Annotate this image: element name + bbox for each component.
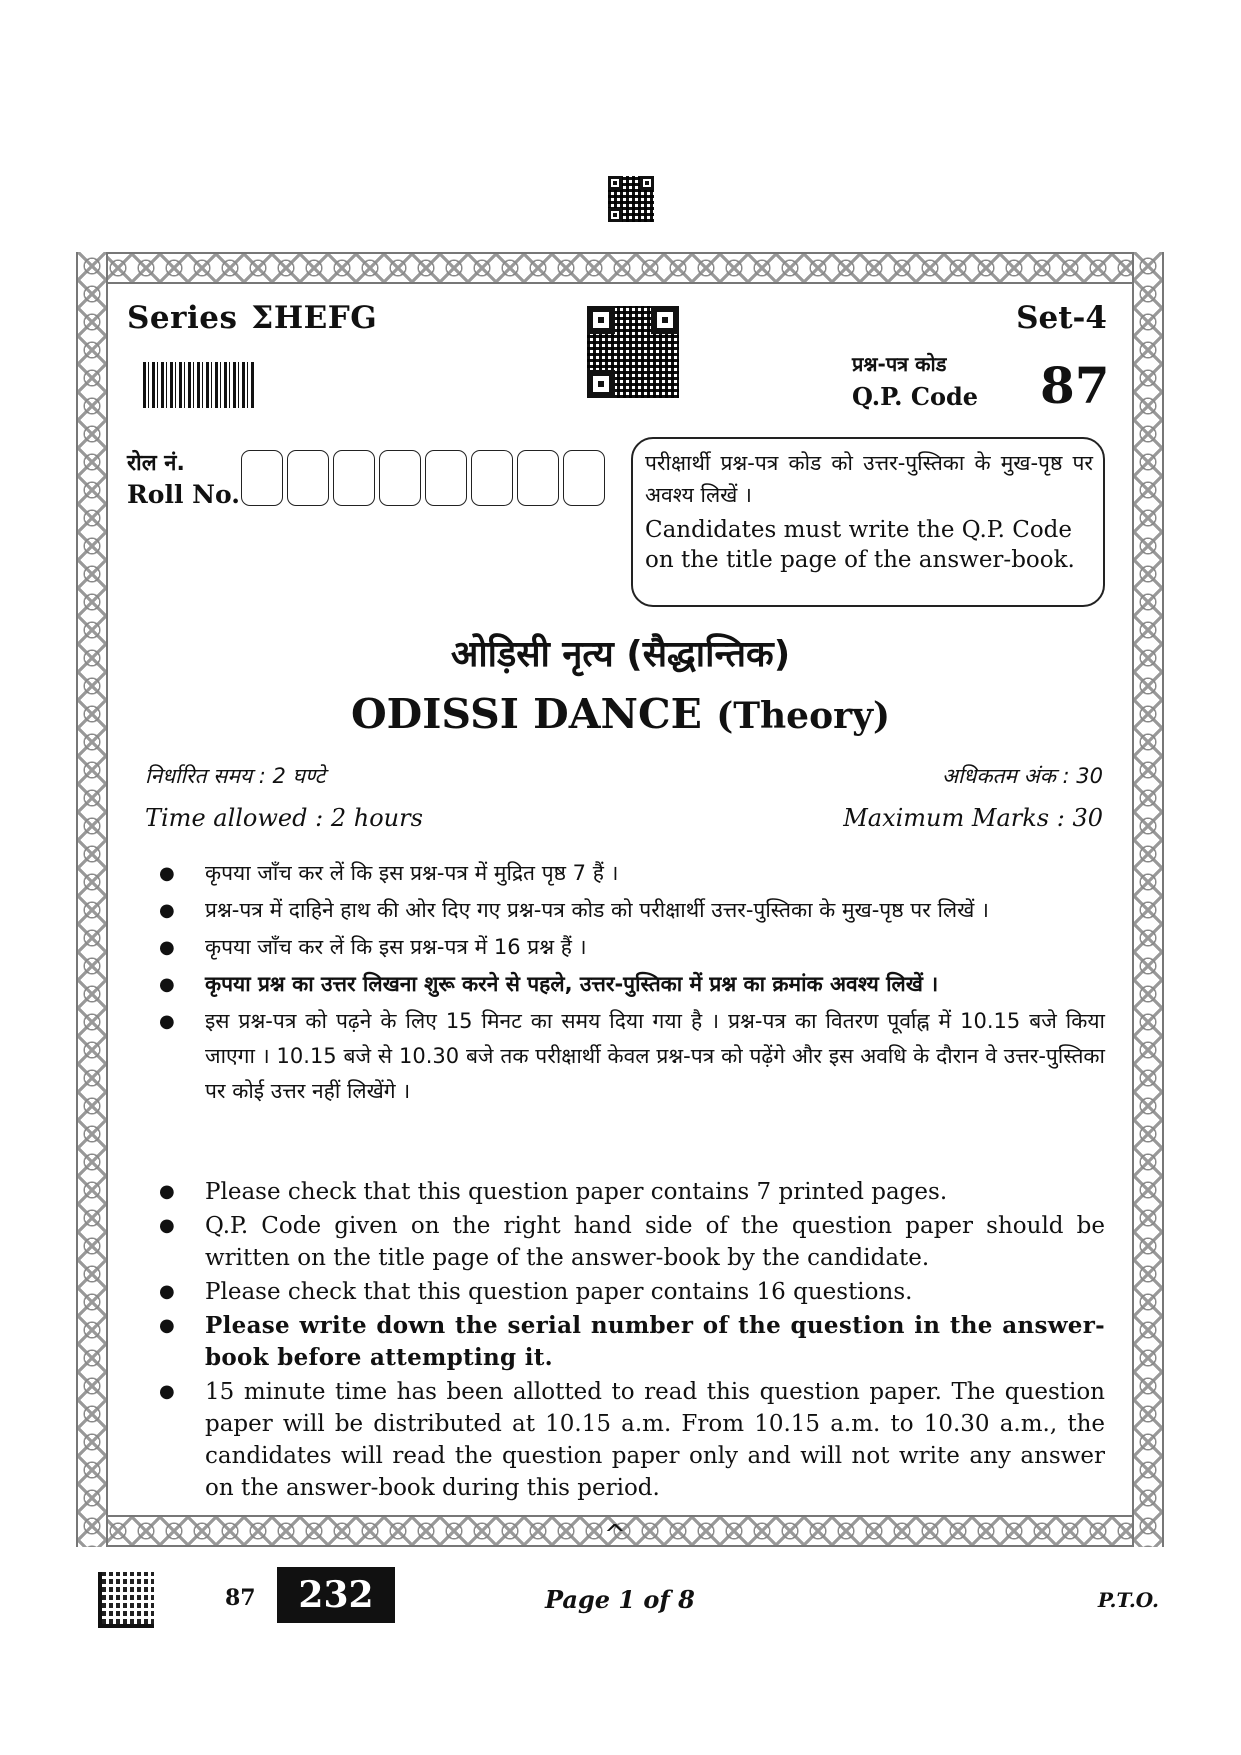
- frame-border-left: [76, 252, 108, 1547]
- instructions-english: [155, 1176, 1105, 1506]
- subject-title: ODISSI DANCE (Theory): [350, 690, 891, 738]
- list-item: ● Q.P. Code given on the right hand side of the question paper should be written on the title page of the answer-book by the candidate.: [159, 1213, 1105, 1271]
- frame-border-right: [1132, 252, 1164, 1547]
- barcode: [143, 362, 255, 408]
- candidate-note-hindi: परीक्षार्थी प्रश्न-पत्र कोड को उत्तर-पुस्तिका के मुख-पृष्ठ पर अवश्य लिखें ।: [645, 451, 1093, 507]
- list-item: ● Please check that this question paper contains 16 questions.: [159, 1279, 913, 1305]
- maximum-marks-hindi: अधिकतम अंक : 30: [941, 764, 1103, 788]
- roll-no-box[interactable]: [425, 450, 467, 506]
- pto-label: P.T.O.: [1097, 1588, 1159, 1612]
- footer-number-badge: 232: [277, 1567, 395, 1623]
- time-allowed-hindi: निर्धारित समय : 2 घण्टे: [145, 764, 326, 788]
- set-number: Set-4: [1016, 300, 1107, 336]
- list-item: ● कृपया प्रश्न का उत्तर लिखना शुरू करने से पहले, उत्तर-पुस्तिका में प्रश्न का क्रमांक अवश्य लिखें ।: [159, 972, 939, 996]
- page-number: Page 1 of 8: [545, 1585, 695, 1614]
- frame-border-top: [76, 252, 1164, 284]
- candidate-note-box: [631, 437, 1105, 607]
- roll-no-box[interactable]: [241, 450, 283, 506]
- main-qr-code: [587, 306, 679, 398]
- roll-no-box[interactable]: [563, 450, 605, 506]
- candidate-note-english: Candidates must write the Q.P. Code on the title page of the answer-book.: [645, 517, 1075, 573]
- list-item: ● Please check that this question paper contains 7 printed pages.: [159, 1179, 948, 1205]
- list-item: ● कृपया जाँच कर लें कि इस प्रश्न-पत्र में मुद्रित पृष्ठ 7 हैं ।: [159, 861, 619, 885]
- list-item: ● कृपया जाँच कर लें कि इस प्रश्न-पत्र में 16 प्रश्न हैं ।: [159, 935, 587, 959]
- roll-no-boxes: [241, 450, 609, 506]
- time-allowed: Time allowed : 2 hours: [145, 804, 423, 832]
- list-item: ● प्रश्न-पत्र में दाहिने हाथ की ओर दिए गए प्रश्न-पत्र कोड को परीक्षार्थी उत्तर-पुस्तिका के मुख-पृष्ठ पर लिखें ।: [159, 898, 989, 922]
- list-item: ● Please write down the serial number of the question in the answer-book before attempting it.: [159, 1312, 1105, 1371]
- roll-no-box[interactable]: [287, 450, 329, 506]
- instructions-hindi: [155, 856, 1105, 1111]
- roll-no-label-hindi: रोल नं.: [127, 451, 185, 476]
- subject-title-hindi: ओड़िसी नृत्य (सैद्धान्तिक): [450, 634, 791, 675]
- top-qr-code: [608, 176, 654, 222]
- roll-no-box[interactable]: [379, 450, 421, 506]
- footer-qp-code: 87: [225, 1585, 256, 1611]
- roll-no-box[interactable]: [517, 450, 559, 506]
- series-code: ΣHEFG: [251, 300, 378, 336]
- roll-no-box[interactable]: [333, 450, 375, 506]
- roll-no-label: Roll No.: [127, 480, 240, 509]
- maximum-marks: Maximum Marks : 30: [843, 804, 1103, 832]
- qp-code-label-hindi: प्रश्न-पत्र कोड: [852, 352, 947, 376]
- list-item: ● इस प्रश्न-पत्र को पढ़ने के लिए 15 मिनट का समय दिया गया है । प्रश्न-पत्र का वितरण पूर्वाह्न में 10.15 बजे किया जाएगा । 10.15 बजे से 10.30 बजे तक परीक्षार्थी केवल प्रश्न-पत्र को पढ़ेंगे और इस अवधि के दौरान वे उत्तर-पुस्तिका पर कोई उत्तर नहीं लिखेंगे ।: [159, 1009, 1105, 1103]
- datamatrix-code: [98, 1572, 154, 1628]
- caret-mark: ^: [604, 1520, 626, 1550]
- roll-no-box[interactable]: [471, 450, 513, 506]
- qp-code-label: Q.P. Code: [852, 382, 979, 411]
- qp-code-number: 87: [1040, 356, 1110, 415]
- subject-subtitle: (Theory): [716, 695, 891, 737]
- list-item: ● 15 minute time has been allotted to read this question paper. The question paper will be distributed at 10.15 a.m. From 10.15 a.m. to 10.30 a.m., the candidates will read the question paper only and will not write any answer on the answer-book during this period.: [159, 1379, 1105, 1501]
- series-label: Series ΣHEFG: [127, 300, 378, 336]
